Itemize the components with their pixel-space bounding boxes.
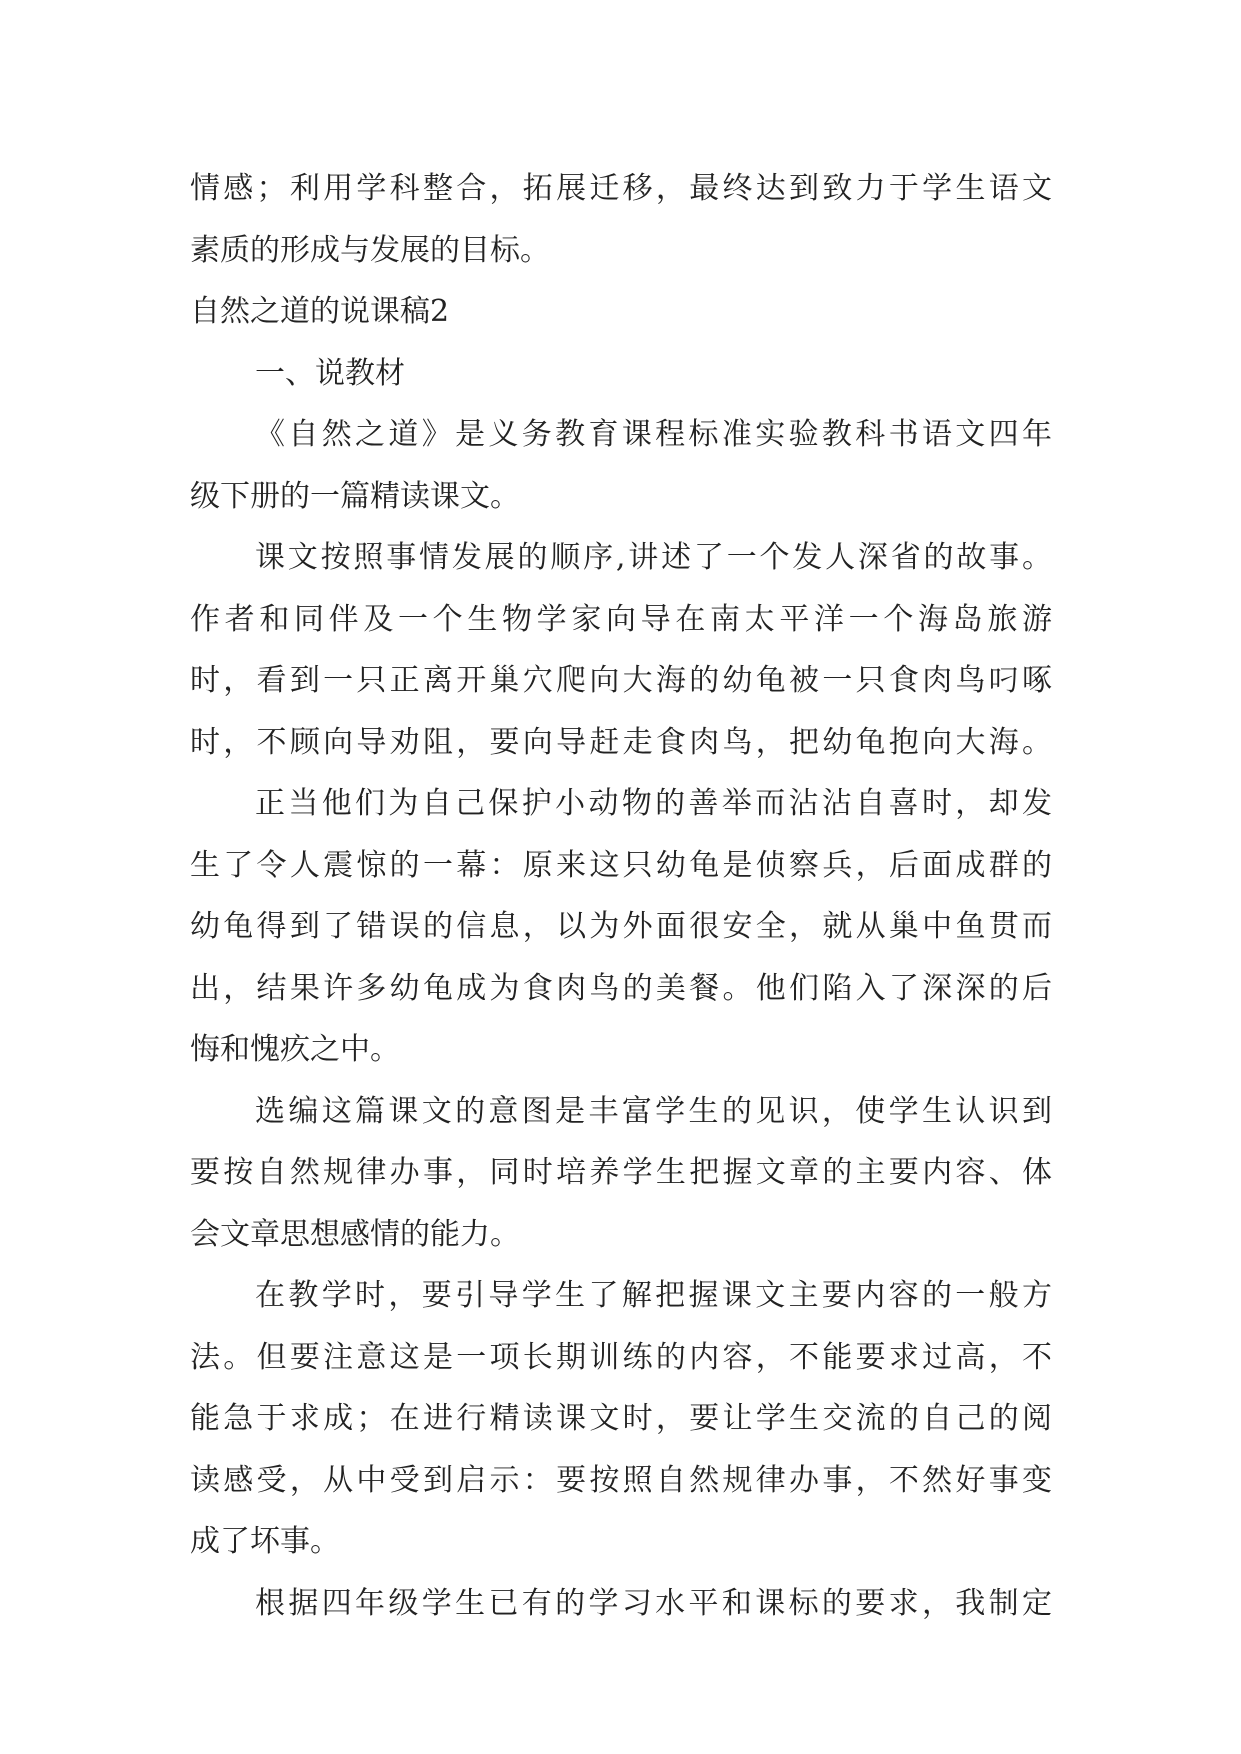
text-line: 要按自然规律办事，同时培养学生把握文章的主要内容、体 <box>190 1155 1052 1190</box>
text-line: 时，不顾向导劝阻，要向导赶走食肉鸟，把幼龟抱向大海。 <box>190 724 1052 760</box>
text-line: 生了令人震惊的一幕：原来这只幼龟是侦察兵，后面成群的 <box>190 847 1052 883</box>
document-body <box>190 158 1052 1634</box>
text-line: 《自然之道》是义务教育课程标准实验教科书语文四年 <box>255 417 1052 452</box>
text-line: 时，看到一只正离开巢穴爬向大海的幼龟被一只食肉鸟叼啄 <box>190 663 1052 698</box>
text-line: 正当他们为自己保护小动物的善举而沾沾自喜时，却发 <box>255 786 1052 821</box>
text-line: 选编这篇课文的意图是丰富学生的见识，使学生认识到 <box>255 1093 1052 1129</box>
text-line: 悔和愧疚之中。 <box>190 1032 400 1067</box>
text-line: 课文按照事情发展的顺序,讲述了一个发人深省的故事。 <box>255 540 1052 575</box>
text-line: 法。但要注意这是一项长期训练的内容，不能要求过高，不 <box>190 1339 1052 1375</box>
text-line: 幼龟得到了错误的信息，以为外面很安全，就从巢中鱼贯而 <box>190 909 1052 944</box>
text-line: 成了坏事。 <box>190 1524 340 1559</box>
text-line: 一、说教材 <box>255 355 405 391</box>
text-line: 出，结果许多幼龟成为食肉鸟的美餐。他们陷入了深深的后 <box>190 970 1052 1006</box>
text-line: 作者和同伴及一个生物学家向导在南太平洋一个海岛旅游 <box>190 601 1052 637</box>
text-line: 会文章思想感情的能力。 <box>190 1216 520 1252</box>
text-line: 能急于求成；在进行精读课文时，要让学生交流的自己的阅 <box>190 1401 1052 1436</box>
text-line: 根据四年级学生已有的学习水平和课标的要求，我制定 <box>255 1585 1052 1621</box>
text-line: 自然之道的说课稿2 <box>190 294 450 329</box>
text-line: 读感受，从中受到启示：要按照自然规律办事，不然好事变 <box>190 1462 1052 1498</box>
text-line: 在教学时，要引导学生了解把握课文主要内容的一般方 <box>255 1278 1052 1313</box>
text-line: 级下册的一篇精读课文。 <box>190 478 520 514</box>
text-line: 素质的形成与发展的目标。 <box>190 232 550 268</box>
text-line: 情感；利用学科整合，拓展迁移，最终达到致力于学生语文 <box>190 171 1052 206</box>
